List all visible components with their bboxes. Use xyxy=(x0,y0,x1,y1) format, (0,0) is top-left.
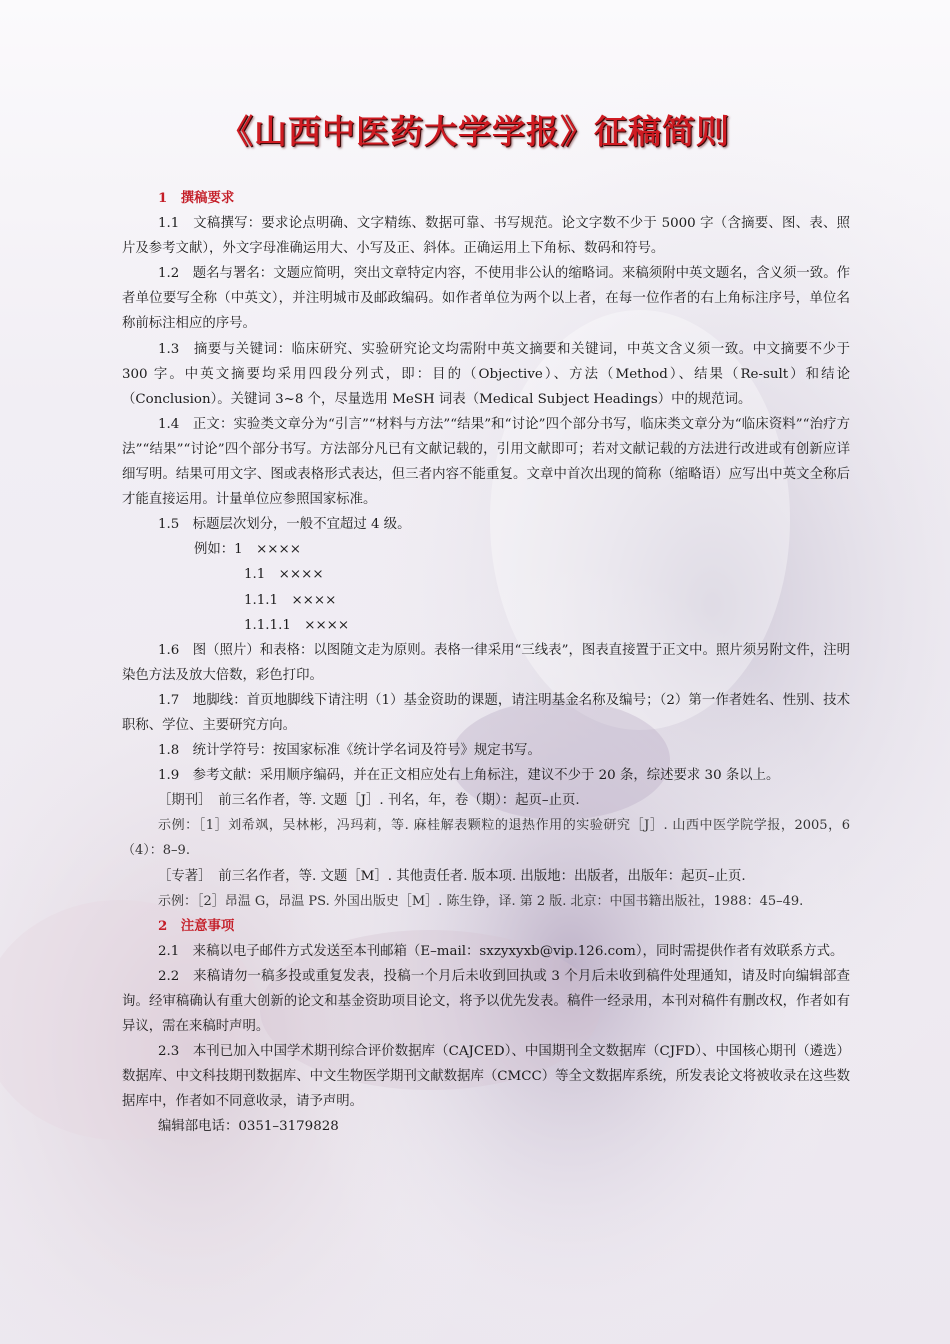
reference-format: ［期刊］ 前三名作者，等. 文题［J］. 刊名，年，卷（期）：起页–止页. xyxy=(158,793,580,809)
paragraph: 1.3 摘要与关键词：临床研究、实验研究论文均需附中英文摘要和关键词，中英文含义须一致。中文摘要不少于 300 字。中英文摘要均采用四段分列式，即：目的（Objective）、方法（Method）、结果（Re-sult）和结论（Conclusion）。关键词 3~8 个，尽量选用 MeSH 词表（Medical Subject Headings）中的规范词。 xyxy=(122,341,850,407)
reference-format: ［专著］ 前三名作者，等. 文题［M］. 其他责任者. 版本项. 出版地：出版者，出版年：起页–止页. xyxy=(158,868,746,884)
example-line: 例如：1 ×××× xyxy=(194,542,301,558)
paragraph: 1.7 地脚线：首页地脚线下请注明（1）基金资助的课题，请注明基金名称及编号；（2）第一作者姓名、性别、技术职称、学位、主要研究方向。 xyxy=(122,692,850,733)
section-heading: 2 注意事项 xyxy=(158,917,235,934)
paragraph: 1.2 题名与署名：文题应简明，突出文章特定内容，不使用非公认的缩略词。来稿须附中英文题名，含义须一致。作者单位要写全称（中英文），并注明城市及邮政编码。如作者单位为两个以上者，在每一位作者的右上角标注序号，单位名称前标注相应的序号。 xyxy=(122,266,850,332)
contact-phone: 编辑部电话：0351–3179828 xyxy=(158,1119,339,1135)
document-body xyxy=(122,186,850,1140)
reference-example: 示例：［2］昂温 G，昂温 PS. 外国出版史［M］. 陈生铮，译. 第 2 版. 北京：中国书籍出版社，1988：45–49. xyxy=(158,893,804,909)
paragraph: 1.5 标题层次划分，一般不宜超过 4 级。 xyxy=(158,517,411,533)
paragraph: 1.6 图（照片）和表格：以图随文走为原则。表格一律采用“三线表”，图表直接置于正文中。照片须另附文件，注明染色方法及放大倍数，彩色打印。 xyxy=(122,642,850,683)
example-line: 1.1.1.1 ×××× xyxy=(244,617,350,633)
paragraph: 2.1 来稿以电子邮件方式发送至本刊邮箱（E–mail：sxzyxyxb@vip.126.com），同时需提供作者有效联系方式。 xyxy=(158,943,844,959)
example-line: 1.1 ×××× xyxy=(244,567,324,583)
paragraph: 1.1 文稿撰写：要求论点明确、文字精练、数据可靠、书写规范。论文字数不少于 5000 字（含摘要、图、表、照片及参考文献），外文字母准确运用大、小写及正、斜体。正确运用上下角标、数码和符号。 xyxy=(122,216,850,257)
example-line: 1.1.1 ×××× xyxy=(244,592,337,608)
section-heading: 1 撰稿要求 xyxy=(158,190,235,206)
reference-example: 示例：［1］刘希飒，吴林彬，冯玛莉，等. 麻桂解表颗粒的退热作用的实验研究［J］. 山西中医学院学报，2005，6（4）：8–9. xyxy=(122,818,850,859)
paragraph: 1.4 正文：实验类文章分为“引言”“材料与方法”“结果”和“讨论”四个部分书写，临床类文章分为“临床资料”“治疗方法”“结果”“讨论”四个部分书写。方法部分凡已有文献记载的，引用文献即可；若对文献记载的方法进行改进或有创新应详细写明。结果可用文字、图或表格形式表达，但三者内容不能重复。文章中首次出现的简称（缩略语）应写出中英文全称后才能直接运用。计量单位应参照国家标准。 xyxy=(122,416,850,508)
paragraph: 1.8 统计学符号：按国家标准《统计学名词及符号》规定书写。 xyxy=(158,743,541,759)
paragraph: 1.9 参考文献：采用顺序编码，并在正文相应处右上角标注，建议不少于 20 条，综述要求 30 条以上。 xyxy=(158,768,780,784)
paragraph: 2.3 本刊已加入中国学术期刊综合评价数据库（CAJCED）、中国期刊全文数据库（CJFD）、中国核心期刊（遴选）数据库、中文科技期刊数据库、中文生物医学期刊文献数据库（CMCC）等全文数据库系统，所发表论文将被收录在这些数据库中，作者如不同意收录，请予声明。 xyxy=(122,1044,850,1110)
page-title: 《山西中医药大学学报》征稿简则 xyxy=(220,112,730,151)
paragraph: 2.2 来稿请勿一稿多投或重复发表，投稿一个月后未收到回执或 3 个月后未收到稿件处理通知，请及时向编辑部查询。经审稿确认有重大创新的论文和基金资助项目论文，将予以优先发表。稿件一经录用，本刊对稿件有删改权，作者如有异议，需在来稿时声明。 xyxy=(122,968,850,1035)
